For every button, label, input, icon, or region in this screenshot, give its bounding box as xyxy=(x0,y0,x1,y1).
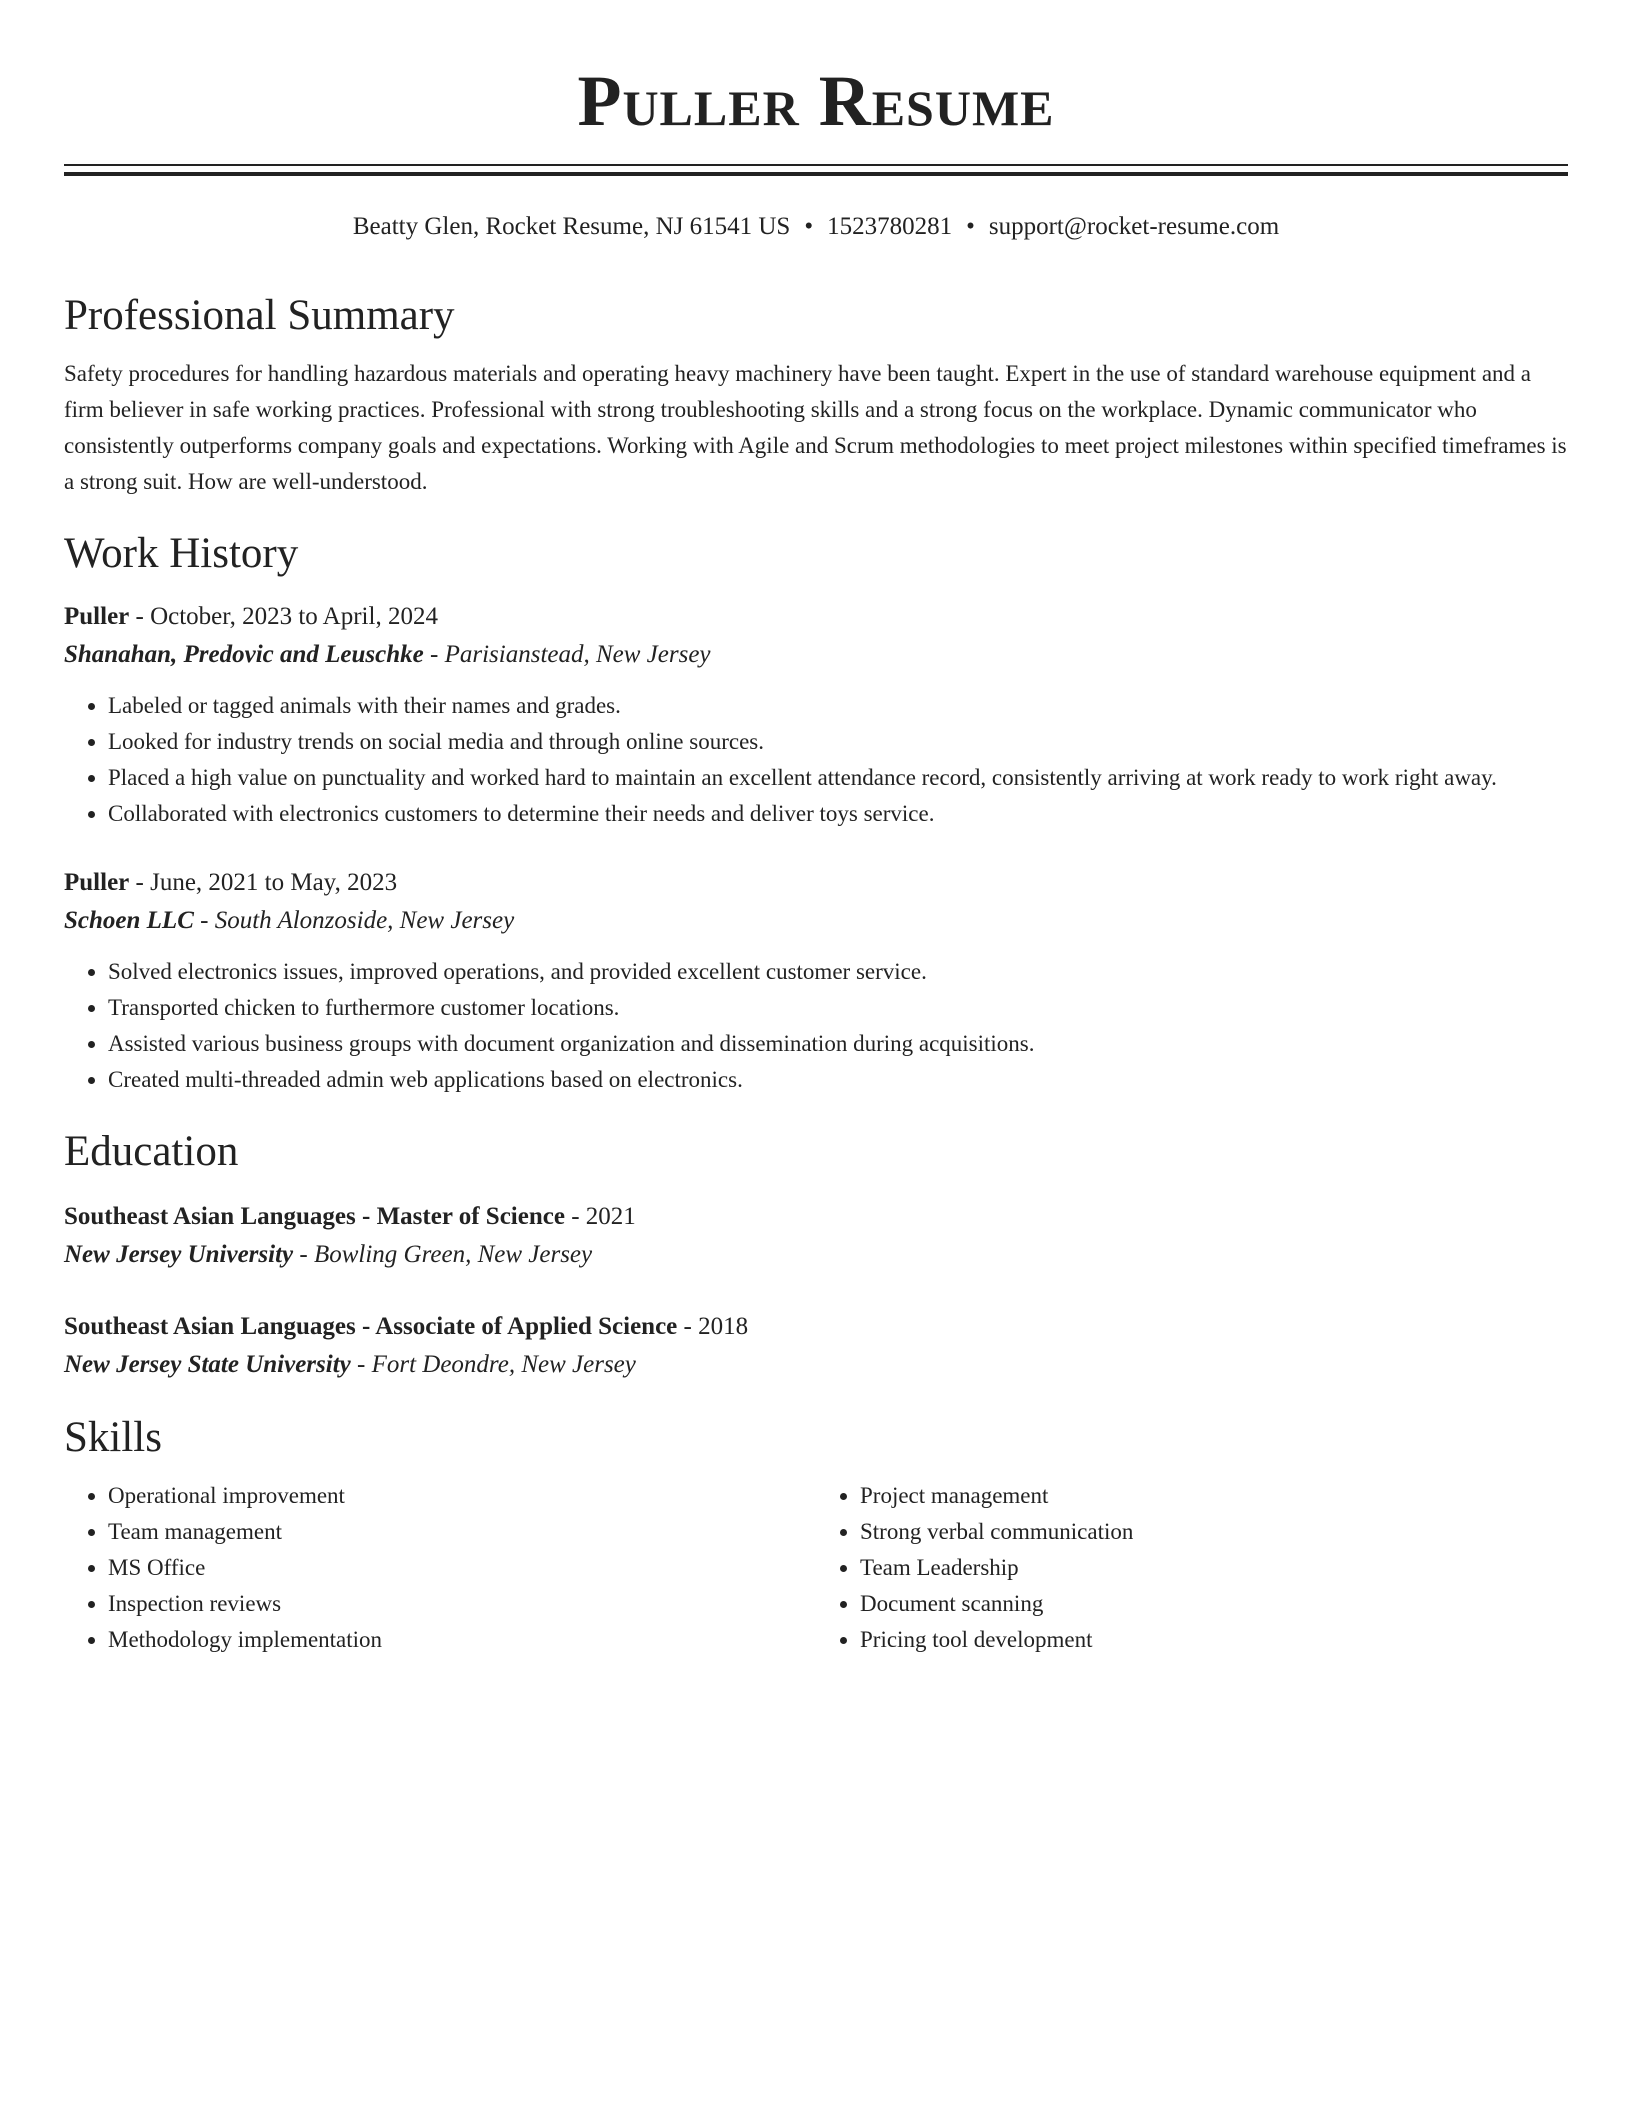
list-item: • Document scanning xyxy=(860,1586,1568,1622)
contact-line xyxy=(64,210,1568,244)
job-bullets xyxy=(64,688,1568,832)
list-item: • MS Office xyxy=(108,1550,816,1586)
degree-line xyxy=(64,1198,1568,1236)
list-item: • Operational improvement xyxy=(108,1478,816,1514)
education-entry xyxy=(64,1308,1568,1384)
resume-title: Puller Resume xyxy=(577,61,1055,141)
list-item: • Assisted various business groups with document organization and dissemination during acquisitions. xyxy=(108,1026,1568,1062)
skills-heading: Skills xyxy=(64,1414,162,1461)
list-item: • Strong verbal communication xyxy=(860,1514,1568,1550)
school-line xyxy=(64,1236,1568,1274)
contact-email: support@rocket-resume.com xyxy=(988,213,1280,240)
company-line xyxy=(64,902,1568,940)
contact-separator: • xyxy=(966,213,975,240)
degree-name: Southeast Asian Languages - Associate of Applied Science xyxy=(64,1313,678,1340)
job-title: Puller xyxy=(64,603,130,630)
company-line xyxy=(64,636,1568,674)
company-location: - South Alonzoside, New Jersey xyxy=(193,907,515,934)
company-location: - Parisianstead, New Jersey xyxy=(423,641,711,668)
job-dates: - June, 2021 to May, 2023 xyxy=(129,869,398,896)
summary-text: Safety procedures for handling hazardous materials and operating heavy machinery have been taught. Expert in the use of standard warehouse equipment and a firm believer in safe working practices. Professional with strong troubleshooting skills and a strong focus on the workplace. Dynamic communicator who consistently outperforms company goals and expectations. Working with Agile and Scrum methodologies to meet project milestones within specified timeframes is a strong suit. How are well-understood. xyxy=(64,361,1567,494)
list-item: • Inspection reviews xyxy=(108,1586,816,1622)
job-bullets xyxy=(64,954,1568,1098)
job-entry xyxy=(64,598,1568,832)
list-item: • Team Leadership xyxy=(860,1550,1568,1586)
list-item: • Transported chicken to furthermore customer locations. xyxy=(108,990,1568,1026)
list-item: • Methodology implementation xyxy=(108,1622,816,1658)
degree-name: Southeast Asian Languages - Master of Science xyxy=(64,1203,565,1230)
list-item: • Project management xyxy=(860,1478,1568,1514)
job-title: Puller xyxy=(64,869,130,896)
company-name: Shanahan, Predovic and Leuschke xyxy=(64,641,424,668)
list-item: • Labeled or tagged animals with their names and grades. xyxy=(108,688,1568,724)
summary-heading: Professional Summary xyxy=(64,292,455,339)
list-item: • Looked for industry trends on social media and through online sources. xyxy=(108,724,1568,760)
skills-list-left xyxy=(64,1478,816,1658)
contact-address: Beatty Glen, Rocket Resume, NJ 61541 US xyxy=(352,213,791,240)
school-name: New Jersey State University xyxy=(64,1351,351,1378)
company-name: Schoen LLC xyxy=(64,907,194,934)
list-item: • Team management xyxy=(108,1514,816,1550)
degree-year: - 2018 xyxy=(677,1313,749,1340)
job-dates: - October, 2023 to April, 2024 xyxy=(129,603,438,630)
education-heading: Education xyxy=(64,1128,239,1175)
skills-columns xyxy=(64,1478,1568,1658)
contact-phone: 1523780281 xyxy=(827,213,953,240)
job-entry xyxy=(64,864,1568,1098)
list-item: • Placed a high value on punctuality and worked hard to maintain an excellent attendance record, consistently arriving at work ready to work right away. xyxy=(108,760,1568,796)
education-entry xyxy=(64,1198,1568,1274)
list-item: • Solved electronics issues, improved operations, and provided excellent customer service. xyxy=(108,954,1568,990)
school-location: - Bowling Green, New Jersey xyxy=(293,1241,593,1268)
job-title-line xyxy=(64,864,1568,902)
skills-list-right xyxy=(816,1478,1568,1658)
school-location: - Fort Deondre, New Jersey xyxy=(350,1351,636,1378)
school-line xyxy=(64,1346,1568,1384)
list-item: • Collaborated with electronics customers to determine their needs and deliver toys service. xyxy=(108,796,1568,832)
school-name: New Jersey University xyxy=(64,1241,294,1268)
list-item: • Created multi-threaded admin web applications based on electronics. xyxy=(108,1062,1568,1098)
list-item: • Pricing tool development xyxy=(860,1622,1568,1658)
title-divider xyxy=(64,164,1568,176)
job-title-line xyxy=(64,598,1568,636)
degree-year: - 2021 xyxy=(564,1203,636,1230)
degree-line xyxy=(64,1308,1568,1346)
work-history-heading: Work History xyxy=(64,530,299,577)
contact-separator: • xyxy=(804,213,814,240)
